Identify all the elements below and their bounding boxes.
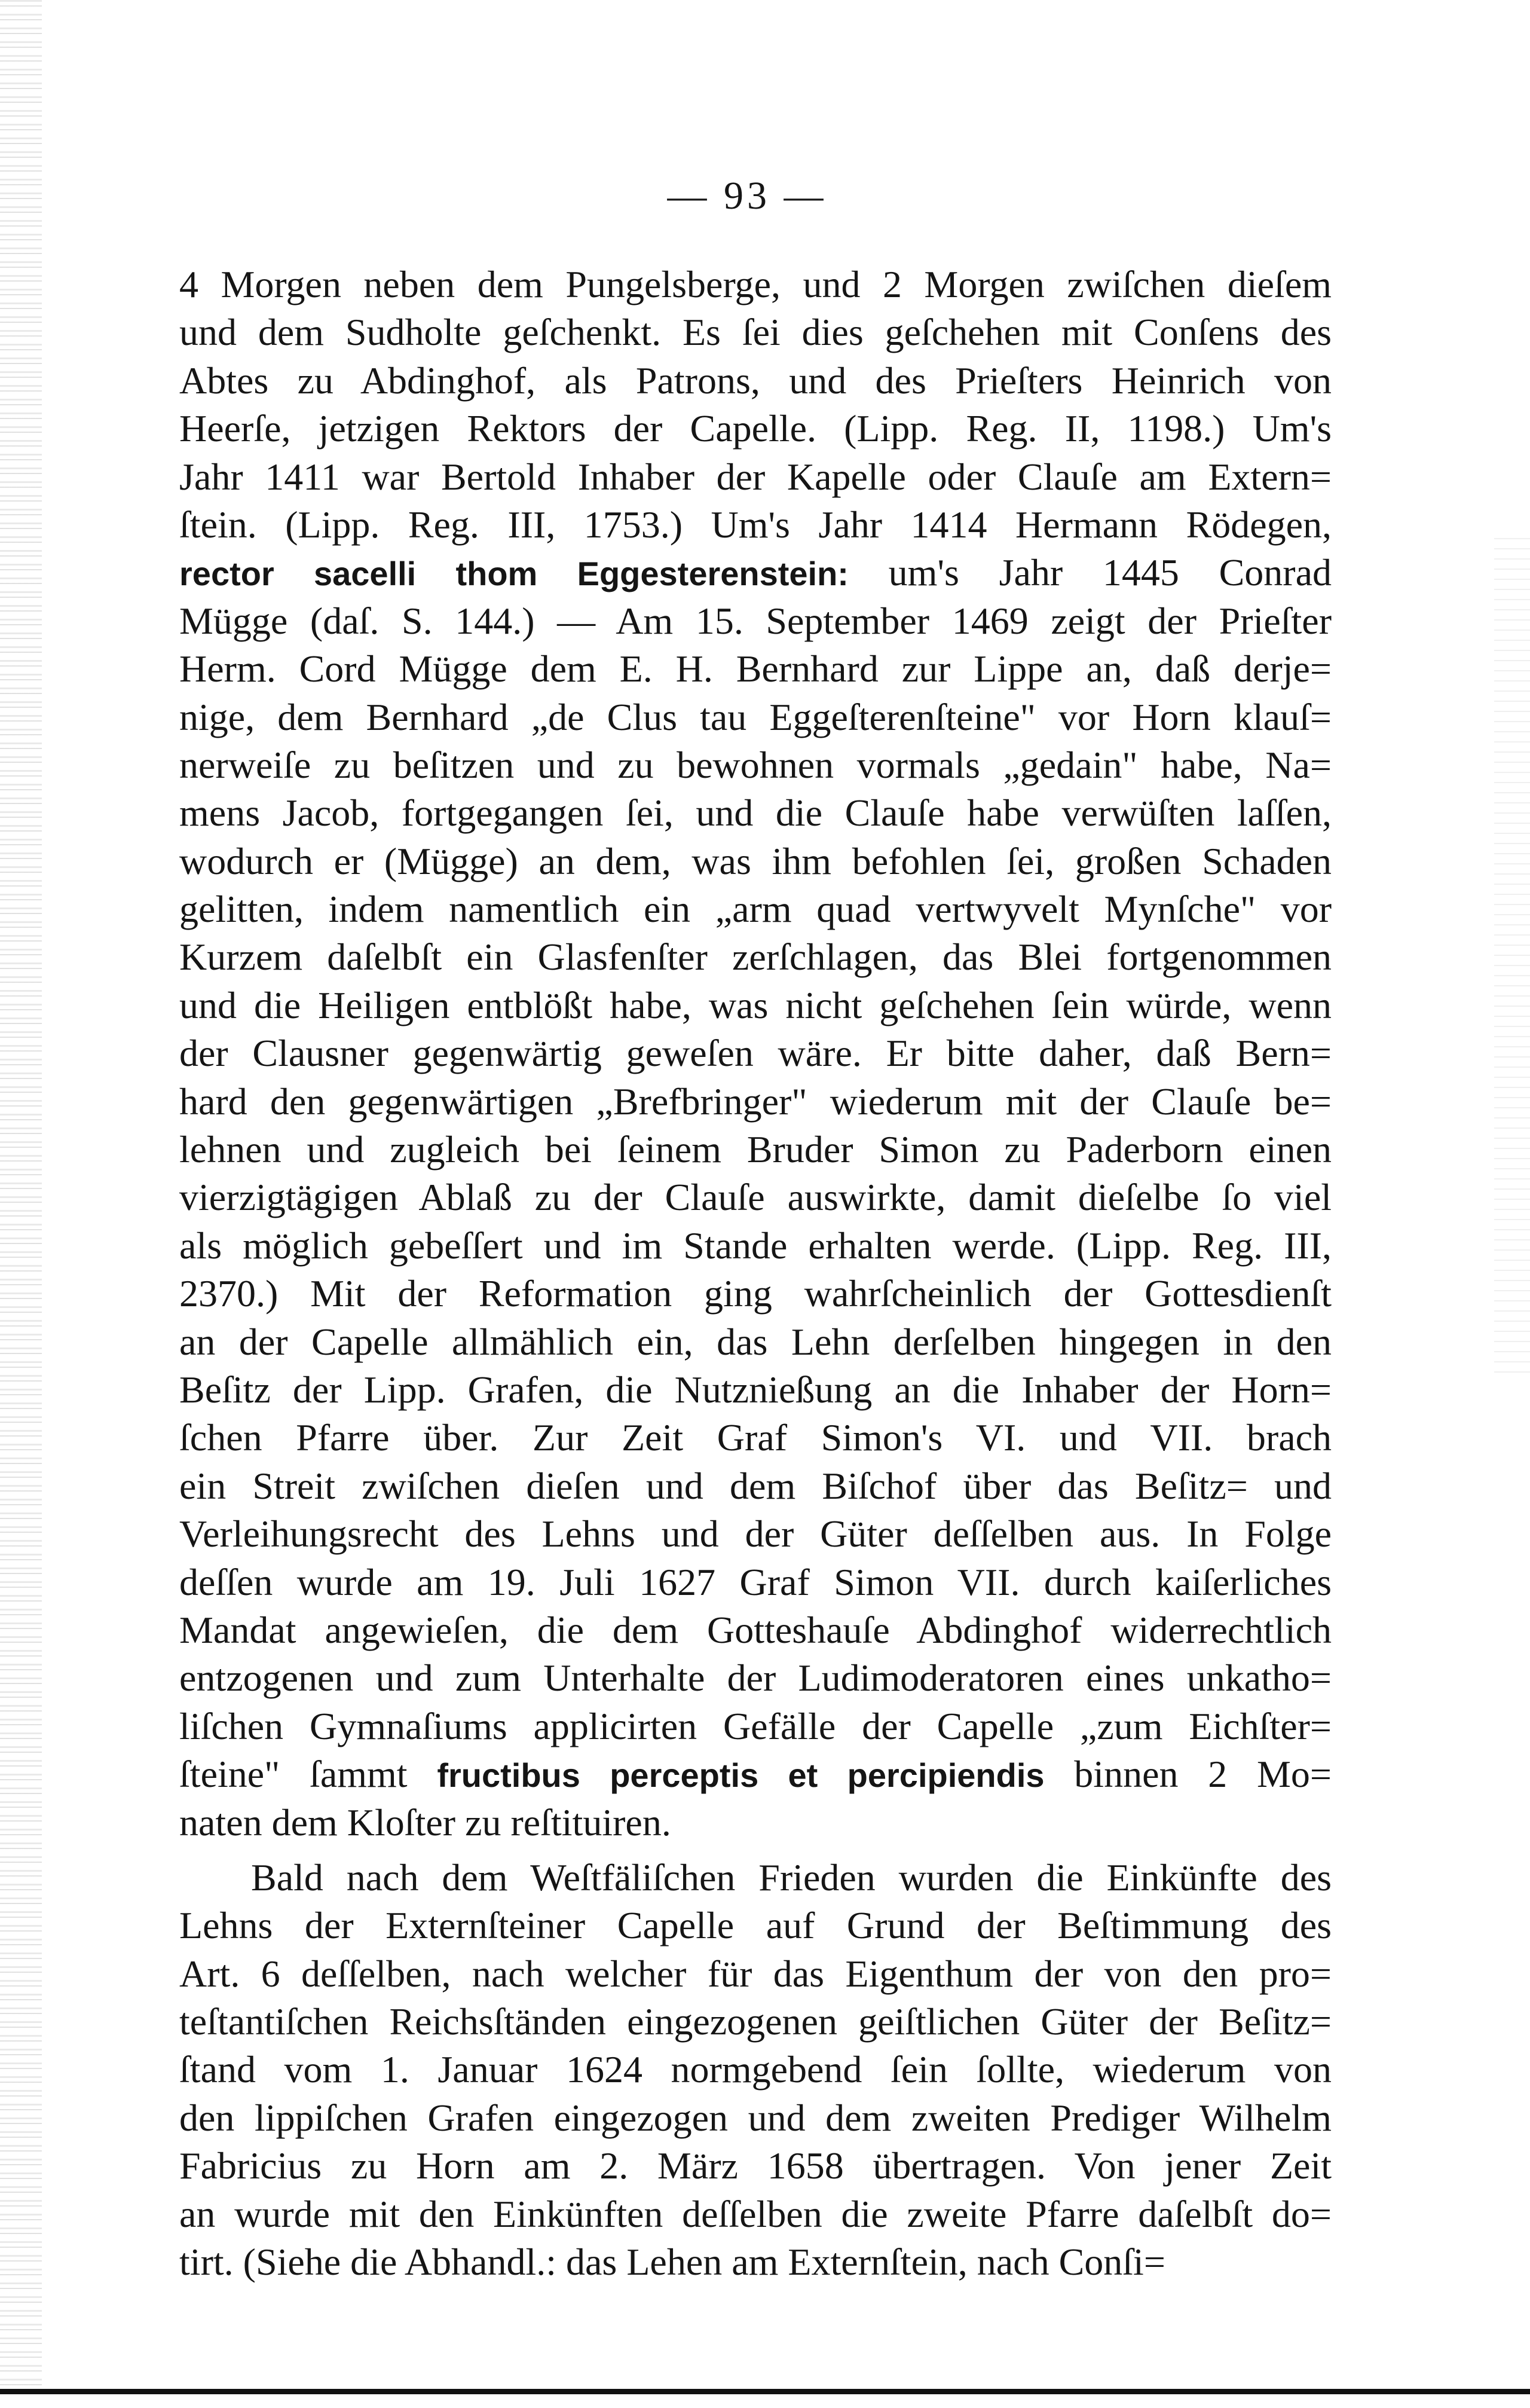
text-line xyxy=(179,933,1332,981)
text-segment: binnen 2 Mo= xyxy=(1044,1753,1332,1796)
text-line xyxy=(179,838,1332,885)
text-segment: Kurzem daſelbſt ein Glasfenſter zerſchlagen, das Blei fortgenommen xyxy=(179,936,1332,979)
text-line xyxy=(179,549,1332,597)
text-line xyxy=(179,2190,1332,2238)
text-line xyxy=(179,453,1332,501)
text-segment: Mügge (daſ. S. 144.) — Am 15. September 1469 zeigt der Prieſter xyxy=(179,599,1332,642)
paragraph xyxy=(179,261,1332,1847)
text-segment: liſchen Gymnaſiums applicirten Gefälle der Capelle „zum Eichſter= xyxy=(179,1704,1332,1747)
text-line xyxy=(179,1366,1332,1414)
scan-edge-right xyxy=(1494,538,1530,1375)
scan-edge-left xyxy=(0,0,42,2391)
text-segment: mens Jacob, fortgegangen ſei, und die Clauſe habe verwüſten laſſen, xyxy=(179,792,1332,835)
text-segment: Verleihungsrecht des Lehns und der Güter deſſelben aus. In Folge xyxy=(179,1512,1332,1556)
text-segment: Lehns der Externſteiner Capelle auf Grund der Beſtimmung des xyxy=(179,1904,1332,1947)
text-line xyxy=(179,2094,1332,2142)
text-segment: an wurde mit den Einkünften deſſelben die zweite Pfarre daſelbſt do= xyxy=(179,2192,1332,2235)
text-segment: Abtes zu Abdinghof, als Patrons, und des Prieſters Heinrich von xyxy=(179,359,1332,402)
text-segment: tirt. (Siehe die Abhandl.: das Lehen am Externſtein, nach Conſi= xyxy=(179,2241,1165,2284)
text-segment: ſtand vom 1. Januar 1624 normgebend ſein ſollte, wiederum von xyxy=(179,2048,1332,2091)
text-line xyxy=(179,1078,1332,1126)
text-line xyxy=(179,2046,1332,2094)
text-line xyxy=(179,1998,1332,2046)
text-line xyxy=(179,645,1332,693)
text-line xyxy=(179,1510,1332,1558)
text-line xyxy=(179,405,1332,453)
text-segment: Heerſe, jetzigen Rektors der Capelle. (Lipp. Reg. II, 1198.) Um's xyxy=(179,407,1332,450)
text-line xyxy=(179,885,1332,933)
text-segment: Herm. Cord Mügge dem E. H. Bernhard zur Lippe an, daß derje= xyxy=(179,647,1332,690)
text-line xyxy=(179,982,1332,1029)
text-segment: als möglich gebeſſert und im Stande erhalten werde. (Lipp. Reg. III, xyxy=(179,1224,1332,1267)
text-segment: naten dem Kloſter zu reſtituiren. xyxy=(179,1801,671,1844)
page-number: — 93 — xyxy=(667,174,827,218)
text-segment: und dem Sudholte geſchenkt. Es ſei dies geſchehen mit Conſens des xyxy=(179,311,1332,354)
text-segment: ein Streit zwiſchen dieſen und dem Biſchof über das Beſitz= und xyxy=(179,1464,1332,1507)
text-segment: nige, dem Bernhard „de Clus tau Eggeſterenſteine" vor Horn klauſ= xyxy=(179,695,1332,738)
text-line xyxy=(179,1902,1332,1949)
text-segment: ſchen Pfarre über. Zur Zeit Graf Simon's VI. und VII. brach xyxy=(179,1416,1332,1459)
text-line xyxy=(179,597,1332,645)
text-line xyxy=(179,789,1332,837)
text-segment: 2370.) Mit der Reformation ging wahrſcheinlich der Gottesdienſt xyxy=(179,1272,1332,1315)
text-line xyxy=(179,693,1332,741)
text-line xyxy=(179,1029,1332,1077)
text-line xyxy=(179,1559,1332,1606)
text-line xyxy=(179,1318,1332,1366)
text-line xyxy=(179,1750,1332,1798)
text-segment: und die Heiligen entblößt habe, was nicht geſchehen ſein würde, wenn xyxy=(179,983,1332,1026)
text-segment: Bald nach dem Weſtfäliſchen Frieden wurden die Einkünfte des xyxy=(251,1856,1332,1899)
latin-phrase: rector sacelli thom Eggesterenstein: xyxy=(179,555,849,593)
text-segment: hard den gegenwärtigen „Brefbringer" wiederum mit der Clauſe be= xyxy=(179,1080,1332,1123)
text-line xyxy=(179,741,1332,789)
text-segment: ſtein. (Lipp. Reg. III, 1753.) Um's Jahr 1414 Hermann Rödegen, xyxy=(179,503,1332,546)
text-line xyxy=(179,1126,1332,1174)
text-line xyxy=(179,501,1332,549)
text-segment: Beſitz der Lipp. Grafen, die Nutznießung an die Inhaber der Horn= xyxy=(179,1368,1332,1411)
text-segment: ſteine" ſammt xyxy=(179,1753,437,1796)
text-segment: Jahr 1411 war Bertold Inhaber der Kapelle oder Clauſe am Extern= xyxy=(179,455,1332,498)
text-line xyxy=(179,1854,1332,1902)
text-line xyxy=(179,2238,1332,2286)
text-segment: nerweiſe zu beſitzen und zu bewohnen vormals „gedain" habe, Na= xyxy=(179,743,1332,786)
text-line xyxy=(179,1950,1332,1998)
text-segment: teſtantiſchen Reichsſtänden eingezogenen geiſtlichen Güter der Beſitz= xyxy=(179,2000,1332,2043)
text-segment: Art. 6 deſſelben, nach welcher für das Eigenthum der von den pro= xyxy=(179,1952,1332,1995)
text-line xyxy=(179,1222,1332,1270)
text-segment: deſſen wurde am 19. Juli 1627 Graf Simon VII. durch kaiſerliches xyxy=(179,1560,1332,1603)
text-line xyxy=(179,1414,1332,1462)
text-line xyxy=(179,1606,1332,1654)
bottom-scan-border xyxy=(0,2389,1530,2394)
text-segment: gelitten, indem namentlich ein „arm quad vertwyvelt Mynſche" vor xyxy=(179,888,1332,931)
text-segment: wodurch er (Mügge) an dem, was ihm befohlen ſei, großen Schaden xyxy=(179,839,1332,882)
text-segment: Mandat angewieſen, die dem Gotteshauſe Abdinghof widerrechtlich xyxy=(179,1608,1332,1651)
text-segment: vierzigtägigen Ablaß zu der Clauſe auswirkte, damit dieſelbe ſo viel xyxy=(179,1176,1332,1219)
text-segment: um's Jahr 1445 Conrad xyxy=(848,551,1332,594)
text-line xyxy=(179,261,1332,308)
text-segment: der Clausner gegenwärtig geweſen wäre. Er bitte daher, daß Bern= xyxy=(179,1032,1332,1075)
text-line xyxy=(179,308,1332,356)
text-line xyxy=(179,1174,1332,1221)
body-text xyxy=(179,261,1332,2286)
paragraph xyxy=(179,1854,1332,2287)
text-segment: lehnen und zugleich bei ſeinem Bruder Simon zu Paderborn einen xyxy=(179,1128,1332,1171)
text-segment: Fabricius zu Horn am 2. März 1658 übertragen. Von jener Zeit xyxy=(179,2144,1332,2187)
text-line xyxy=(179,2142,1332,2190)
text-line xyxy=(179,1703,1332,1750)
text-line xyxy=(179,1654,1332,1702)
text-segment: an der Capelle allmählich ein, das Lehn derſelben hingegen in den xyxy=(179,1320,1332,1363)
text-line xyxy=(179,1799,1332,1847)
latin-phrase: fructibus perceptis et percipiendis xyxy=(437,1756,1045,1795)
text-segment: entzogenen und zum Unterhalte der Ludimoderatoren eines unkatho= xyxy=(179,1657,1332,1700)
text-segment: den lippiſchen Grafen eingezogen und dem zweiten Prediger Wilhelm xyxy=(179,2096,1332,2139)
text-line xyxy=(179,1462,1332,1510)
text-segment: 4 Morgen neben dem Pungelsberge, und 2 Morgen zwiſchen dieſem xyxy=(179,263,1332,305)
text-line xyxy=(179,357,1332,405)
text-line xyxy=(179,1270,1332,1318)
